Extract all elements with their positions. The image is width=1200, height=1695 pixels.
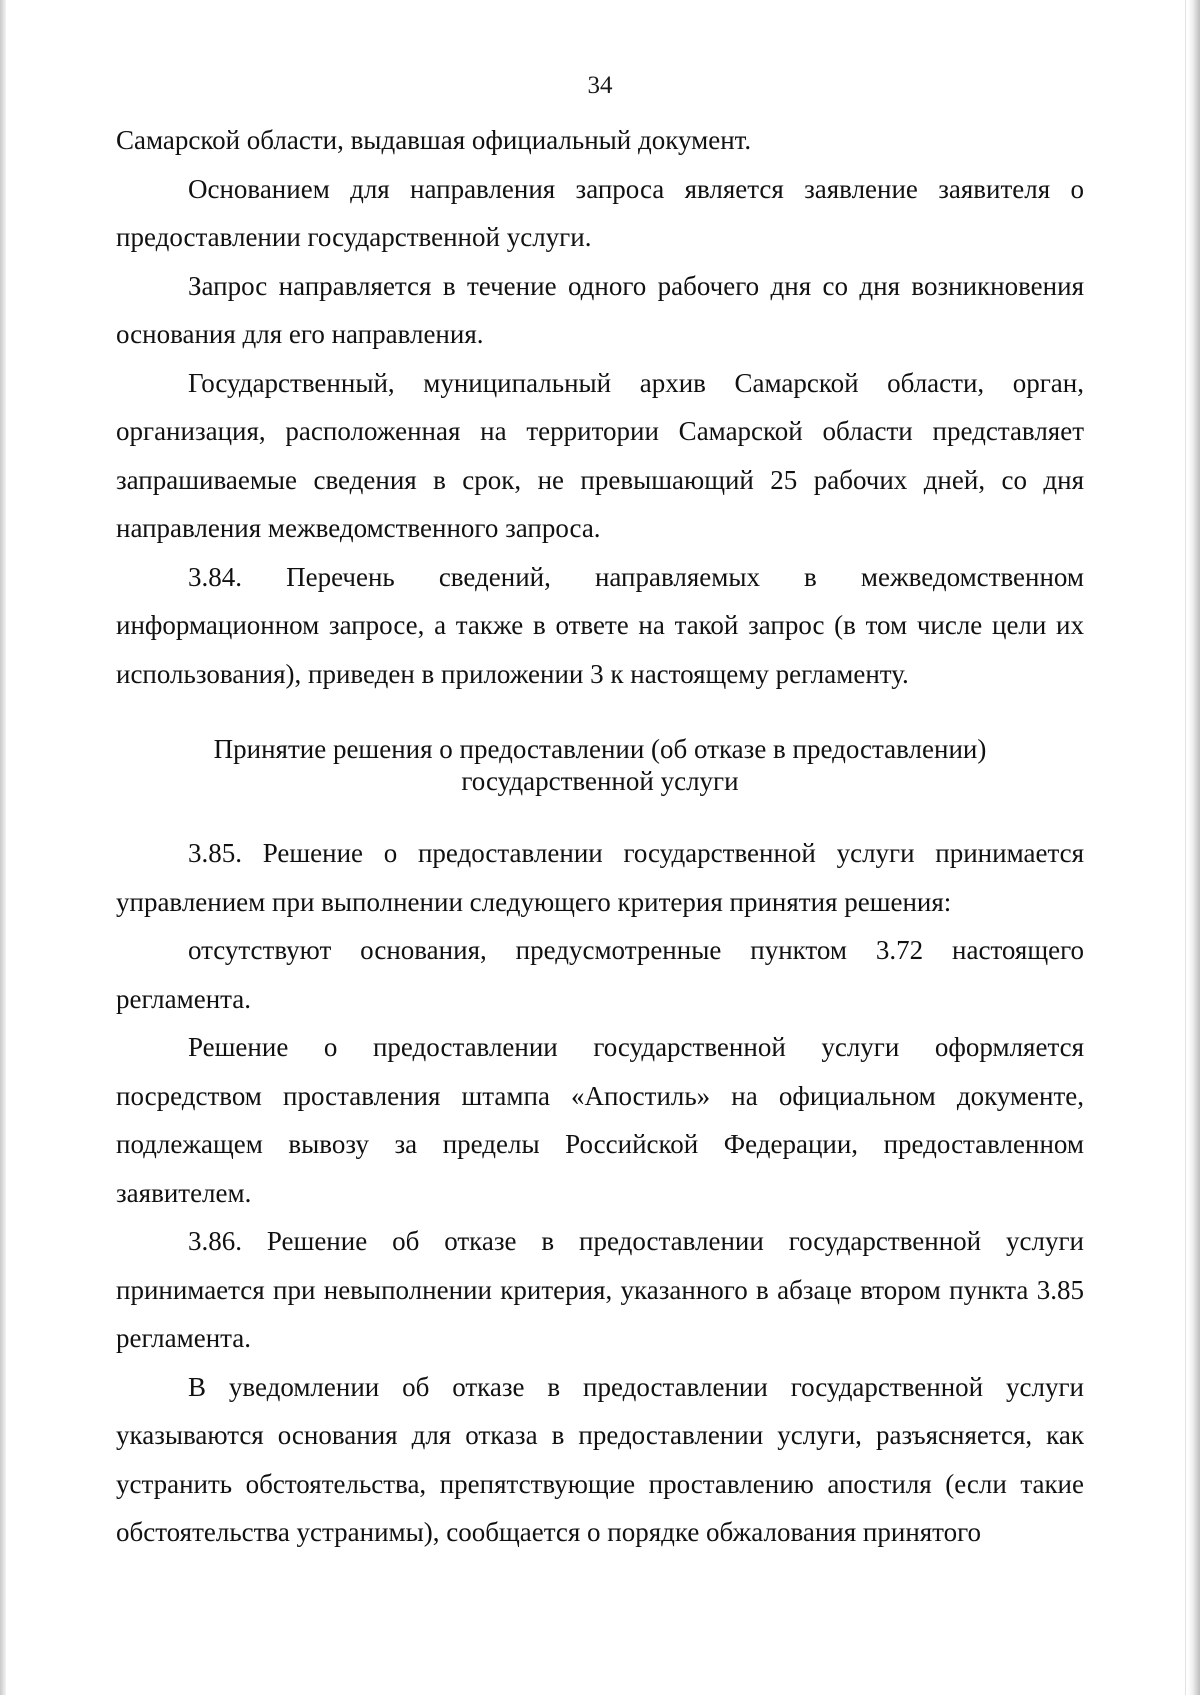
scan-right-edge-line — [1185, 0, 1186, 1695]
paragraph: отсутствуют основания, предусмотренные пунктом 3.72 настоящего регламента. — [116, 935, 1084, 1014]
paragraph: 3.86. Решение об отказе в предоставлении государственной услуги принимается при невыполнении критерия, указанного в абзаце втором пункта 3.85 регламента. — [116, 1226, 1084, 1353]
document-body — [116, 116, 1084, 1557]
paragraph: 3.85. Решение о предоставлении государственной услуги принимается управлением при выполнении следующего критерия принятия решения: — [116, 838, 1084, 917]
section-heading-line: государственной услуги — [461, 766, 739, 796]
paragraph: В уведомлении об отказе в предоставлении государственной услуги указываются основания для отказа в предоставлении услуги, разъясняется, как устранить обстоятельства, препятствующие проставлению апостиля (если такие обстоятельства устранимы), сообщается о порядке обжалования принятого — [116, 1371, 1084, 1547]
section-heading — [116, 733, 1084, 797]
paragraph: Запрос направляется в течение одного рабочего дня со дня возникновения основания для его направления. — [116, 270, 1084, 349]
scan-left-edge — [0, 0, 6, 1695]
paragraph: Решение о предоставлении государственной услуги оформляется посредством проставления штампа «Апостиль» на официальном документе, подлежащем вывозу за пределы Российской Федерации, предоставленном заявителем. — [116, 1032, 1084, 1208]
paragraph: Государственный, муниципальный архив Самарской области, орган, организация, расположенная на территории Самарской области представляет запрашиваемые сведения в срок, не превышающий 25 рабочих дней, со дня направления межведомственного запроса. — [116, 367, 1084, 543]
page-number: 34 — [587, 72, 613, 99]
scan-right-edge — [1188, 0, 1200, 1695]
section-heading-line: Принятие решения о предоставлении (об отказе в предоставлении) — [213, 734, 987, 764]
paragraph: Самарской области, выдавшая официальный документ. — [116, 125, 752, 155]
paragraph: 3.84. Перечень сведений, направляемых в межведомственном информационном запросе, а также в ответе на такой запрос (в том числе цели их использования), приведен в приложении 3 к настоящему регламенту. — [116, 561, 1084, 689]
paragraph: Основанием для направления запроса является заявление заявителя о предоставлении государственной услуги. — [116, 173, 1084, 252]
